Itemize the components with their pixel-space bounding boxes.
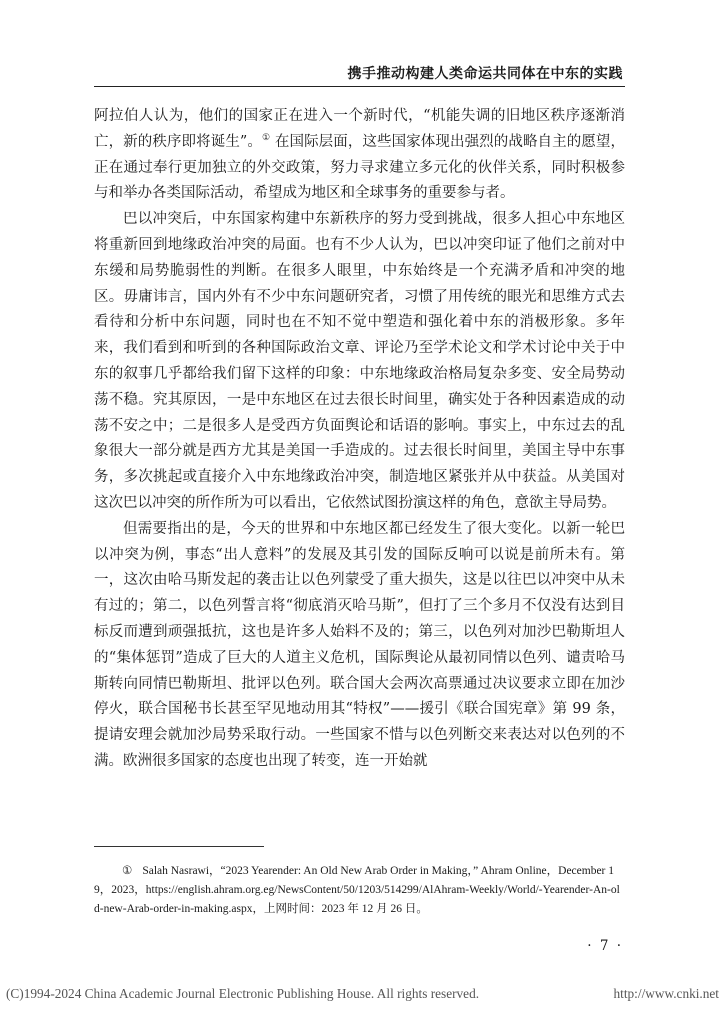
footnote-divider — [94, 846, 264, 847]
paragraph-2: 巴以冲突后，中东国家构建中东新秩序的努力受到挑战，很多人担心中东地区将重新回到地缘政治冲突的局面。也有不少人认为，巴以冲突印证了他们之前对中东缓和局势脆弱性的判断。在很多人眼里，中东始终是一个充满矛盾和冲突的地区。毋庸讳言，国内外有不少中东问题研究者，习惯了用传统的眼光和思维方式去看待和分析中东问题，同时也在不知不觉中塑造和强化着中东的消极形象。多年来，我们看到和听到的各种国际政治文章、评论乃至学术论文和学术讨论中关于中东的叙事几乎都给我们留下这样的印象：中东地缘政治格局复杂多变、安全局势动荡不稳。究其原因，一是中东地区在过去很长时间里，确实处于各种因素造成的动荡不安之中；二是很多人是受西方负面舆论和话语的影响。事实上，中东过去的乱象很大一部分就是西方尤其是美国一手造成的。过去很长时间里，美国主导中东事务，多次挑起或直接介入中东地缘政治冲突，制造地区紧张并从中获益。从美国对这次巴以冲突的所作所为可以看出，它依然试图扮演这样的角色，意欲主导局势。 — [94, 211, 625, 511]
footnote-marker: ① — [122, 865, 133, 877]
paragraph-1-text-a: 阿拉伯人认为，他们的国家正在进入一个新时代，“机能失调的旧地区秩序逐渐消亡，新的秩序即将诞生”。 — [94, 108, 625, 150]
footnote-reference[interactable]: ① — [262, 132, 271, 143]
running-header — [94, 62, 625, 87]
copyright-line — [6, 986, 719, 1002]
page-number: · 7 · — [587, 938, 623, 954]
paragraph-1-text-b: 在国际层面，这些国家体现出强烈的战略自主的愿望，正在通过奉行更加独立的外交政策，努力寻求建立多元化的伙伴关系，同时积极参与和举办各类国际活动，希望成为地区和全球事务的重要参与者。 — [94, 133, 625, 202]
paragraph-3: 但需要指出的是，今天的世界和中东地区都已经发生了很大变化。以新一轮巴以冲突为例，事态“出人意料”的发展及其引发的国际反响可以说是前所未有。第一，这次由哈马斯发起的袭击让以色列蒙受了重大损失，这是以往巴以冲突中从未有过的；第二，以色列誓言将“彻底消灭哈马斯”，但打了三个多月不仅没有达到目标反而遭到顽强抵抗，这也是许多人始料不及的；第三，以色列对加沙巴勒斯坦人的“集体惩罚”造成了巨大的人道主义危机，国际舆论从最初同情以色列、谴责哈马斯转向同情巴勒斯坦、批评以色列。联合国大会两次高票通过决议要求立即在加沙停火，联合国秘书长甚至罕见地动用其“特权”——援引《联合国宪章》第 99 条，提请安理会就加沙局势采取行动。一些国家不惜与以色列断交来表达对以色列的不满。欧洲很多国家的态度也出现了转变，连一开始就 — [94, 520, 625, 769]
running-title: 携手推动构建人类命运共同体在中东的实践 — [347, 66, 623, 82]
paragraph-1 — [94, 104, 625, 207]
footnote — [94, 862, 625, 919]
cnki-url[interactable]: http://www.cnki.net — [613, 986, 719, 1001]
article-body — [94, 104, 625, 775]
footnote-text: Salah Nasrawi，“2023 Yearender: An Old New Arab Order in Making，” Ahram Online，December 19，2023，https://english.ahram.org.eg/NewsContent/50/1203/514299/AlAhram-Weekly/World/-Yearender-An-old-new-Arab-order-in-making.aspx，上网时间：2023 年 12 月 26 日。 — [94, 865, 620, 915]
copyright-notice: (C)1994-2024 China Academic Journal Electronic Publishing House. All rights reserved. — [6, 986, 480, 1001]
